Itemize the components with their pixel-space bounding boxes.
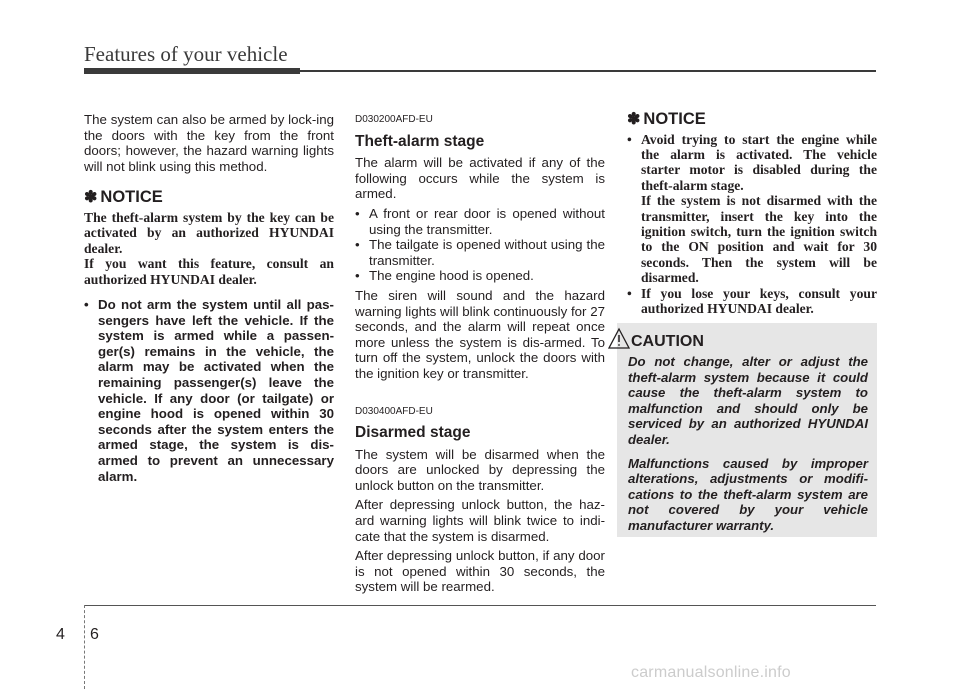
- list-item: • A front or rear door is opened without using the transmitter.: [355, 205, 605, 237]
- section-heading: Disarmed stage: [355, 424, 471, 442]
- list-item-text: A front or rear door is opened without using the transmitter.: [369, 205, 605, 237]
- intro-paragraph: The system can also be armed by lock-ing the doors with the key from the front doors; however, the hazard warning lights will not blink using this method.: [84, 112, 334, 174]
- paragraph: The siren will sound and the hazard warning lights will blink continuously for 27 seconds, and the alarm will repeat once more unless the system is dis-armed. To turn off the system, unlock the doors with the ignition key or transmitter.: [355, 287, 605, 381]
- list-item-text: If the system is not disarmed with the transmitter, insert the key into the ignition switch, turn the ignition switch to the ON position and wait for 30 seconds. Then the system will be disarmed.: [641, 193, 877, 286]
- list-item-text: If you lose your keys, consult your authorized HYUNDAI dealer.: [641, 285, 877, 317]
- page-number: 6: [90, 626, 99, 643]
- notice-heading-text: NOTICE: [100, 188, 163, 207]
- list-item: • Avoid trying to start the engine while the alarm is activated. The vehicle starter motor is disabled during the theft-alarm stage. If the system is not disarmed with the transmitter, insert the key into the ignition switch, turn the ignition switch to the ON position and wait for 30 seconds. Then the system will be disarmed.: [627, 131, 877, 286]
- list-item: • If you lose your keys, consult your authorized HYUNDAI dealer.: [627, 285, 877, 317]
- condition-list: [355, 206, 605, 284]
- paragraph: The system will be disarmed when the doors are unlocked by depressing the unlock button on the transmitter.: [355, 446, 605, 493]
- caution-box: [617, 323, 877, 537]
- bullet-text: Do not arm the system until all pas-sengers have left the vehicle. If the system is armed while a passen-ger(s) remains in the vehicle, the alarm may be activated when the remaining passenger(s) leave the vehicle. If any door (or tailgate) or engine hood is opened within 30 seconds after the system enters the armed stage, the system is dis-armed to prevent an unnecessary alarm.: [98, 297, 334, 484]
- notice-heading: [84, 190, 334, 206]
- column-2: [355, 112, 605, 599]
- list-item-text: The engine hood is opened.: [369, 268, 534, 284]
- caution-paragraph: Do not change, alter or adjust the theft-alarm system because it could cause the theft-alarm system to malfunction and should only be serviced by an authorized HYUNDAI dealer.: [628, 354, 868, 447]
- section-code: D030200AFD-EU: [355, 114, 433, 125]
- list-item: • The engine hood is opened.: [355, 268, 534, 284]
- caution-heading: [631, 333, 704, 351]
- paragraph: After depressing unlock button, if any door is not opened within 30 seconds, the system will be rearmed.: [355, 548, 605, 595]
- page-header-title: Features of your vehicle: [84, 42, 288, 66]
- asterisk-icon: ✽: [627, 111, 641, 128]
- paragraph: The alarm will be activated if any of the following occurs while the system is armed.: [355, 155, 605, 202]
- footer-divider: [84, 605, 85, 689]
- caution-heading-text: CAUTION: [631, 333, 704, 350]
- list-item: • The tailgate is opened without using the transmitter.: [355, 237, 605, 268]
- column-3: [627, 112, 877, 316]
- notice-heading: [627, 112, 877, 128]
- watermark: carmanualsonline.info: [631, 664, 791, 681]
- notice-heading-text: NOTICE: [643, 110, 706, 128]
- section-heading: Theft-alarm stage: [355, 132, 485, 150]
- asterisk-icon: ✽: [84, 189, 98, 207]
- list-item: [84, 297, 334, 484]
- notice-bullets: [627, 132, 877, 317]
- section-code: D030400AFD-EU: [355, 405, 433, 417]
- warning-triangle-icon: [607, 327, 631, 351]
- notice-text-2: If you want this feature, consult an authorized HYUNDAI dealer.: [84, 256, 334, 287]
- header-bar: [84, 68, 300, 74]
- footer-rule: [84, 605, 876, 606]
- section-number: 4: [56, 626, 65, 643]
- notice-bullets: [84, 297, 334, 484]
- paragraph: After depressing unlock button, the haz-ard warning lights will blink twice to indi-cate that the system is disarmed.: [355, 497, 605, 544]
- notice-text: The theft-alarm system by the key can be activated by an authorized HYUNDAI dealer.: [84, 209, 334, 256]
- list-item-text: Avoid trying to start the engine while the alarm is activated. The vehicle starter motor is disabled during the theft-alarm stage.: [641, 131, 877, 193]
- bullet-dot: •: [84, 297, 89, 312]
- list-item-text: The tailgate is opened without using the transmitter.: [369, 237, 605, 268]
- caution-paragraph: Malfunctions caused by improper alterations, adjustments or modifi-cations to the theft-alarm system are not covered by your vehicle manufacturer warranty.: [628, 455, 868, 533]
- caution-body: [628, 354, 868, 542]
- header-rule: [300, 70, 876, 72]
- column-1: [84, 112, 334, 484]
